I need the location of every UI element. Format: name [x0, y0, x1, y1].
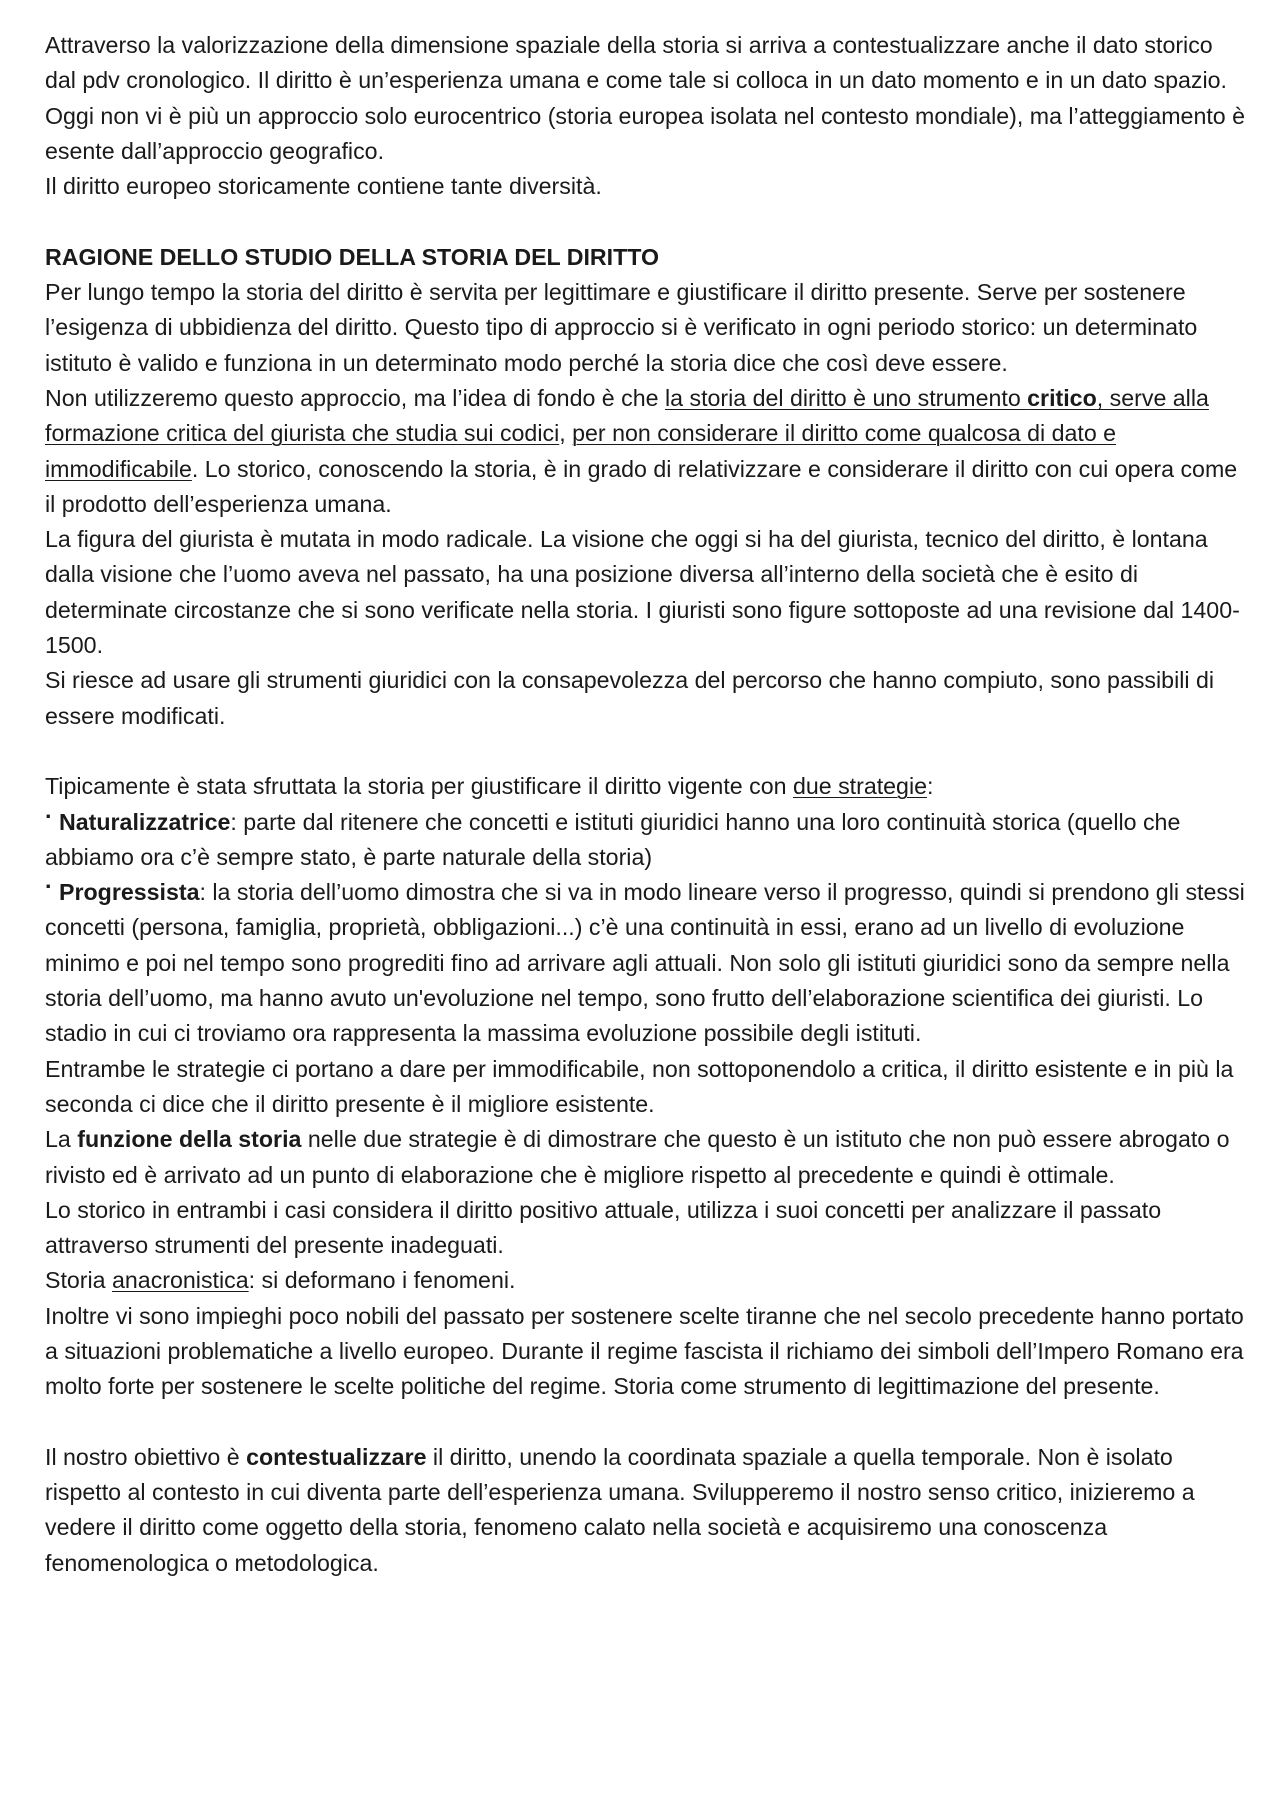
text-span: nelle due strategie è di dimostrare che questo è un istituto che non può essere abrogato o rivisto ed è arrivato ad un punto di elaborazione che è migliore rispetto al precedente e quindi è ottimale.: [45, 1126, 1230, 1188]
text-span: . Lo storico, conoscendo la storia, è in grado di relativizzare e considerare il diritto con cui opera come il prodotto dell’esperienza umana.: [45, 455, 1238, 517]
underlined-text: anacronistica: [112, 1267, 249, 1294]
underlined-text: per non considerare il diritto come qualcosa di dato e immodificabile: [45, 420, 1117, 482]
paragraph-ignoble-uses: Inoltre vi sono impieghi poco nobili del passato per sostenere scelte tiranne che nel secolo precedente hanno portato a situazioni problematiche a livello europeo. Durante il regime fascista il richiamo dei simboli dell’Impero Romano era molto forte per sostenere le scelte politiche del regime. Storia come strumento di legittimazione del presente.: [45, 1302, 1244, 1400]
underlined-text: due strategie: [792, 773, 928, 800]
list-item-progressista: [45, 875, 1245, 1051]
text-span: Il nostro obiettivo è: [45, 1443, 247, 1470]
bold-text: funzione della storia: [77, 1126, 302, 1153]
text-span: La: [45, 1126, 78, 1153]
underlined-text-part: la storia del diritto è uno strumento: [664, 384, 1028, 411]
paragraph-both-strategies: Entrambe le strategie ci portano a dare per immodificabile, non sottoponendolo a critica, il diritto esistente e in più la seconda ci dice che il diritto presente è il migliore esistente.: [45, 1055, 1234, 1117]
bold-term: Progressista: [59, 879, 200, 906]
paragraph-gap: [45, 1405, 1245, 1440]
text-span: :: [927, 773, 934, 800]
paragraph-anachronistic: [45, 1263, 1245, 1298]
paragraph-critical-tool: [45, 381, 1245, 522]
bold-text: contestualizzare: [246, 1443, 427, 1470]
paragraph-legal-tools: Si riesce ad usare gli strumenti giuridici con la consapevolezza del percorso che hanno compiuto, sono passibili di essere modificati.: [45, 667, 1215, 729]
paragraph-intro-2: Oggi non vi è più un approccio solo eurocentrico (storia europea isolata nel contesto mondiale), ma l’atteggiamento è esente dall’approccio geografico.: [45, 102, 1246, 164]
paragraph-jurist-figure: La figura del giurista è mutata in modo radicale. La visione che oggi si ha del giurista, tecnico del diritto, è lontana dalla visione che l’uomo aveva nel passato, ha una posizione diversa all’interno della società che è esito di determinate circostanze che si sono verificate nella storia. I giuristi sono figure sottoposte ad una revisione dal 1400-1500.: [45, 526, 1240, 659]
text-span: Storia: [45, 1267, 113, 1294]
section-heading: RAGIONE DELLO STUDIO DELLA STORIA DEL DIRITTO: [45, 243, 660, 270]
text-span: il diritto, unendo la coordinata spaziale a quella temporale. Non è isolato rispetto al contesto in cui diventa parte dell’esperienza umana. Svilupperemo il nostro senso critico, inizieremo a vedere il diritto come oggetto della storia, fenomeno calato nella società e acquisiremo una conoscenza fenomenologica o metodologica.: [45, 1443, 1195, 1576]
list-item-naturalizzatrice: [45, 802, 1245, 876]
bold-term: Naturalizzatrice: [59, 808, 231, 835]
paragraph-intro-1: Attraverso la valorizzazione della dimensione spaziale della storia si arriva a contestualizzare anche il dato storico dal pdv cronologico. Il diritto è un’esperienza umana e come tale si colloca in un dato momento e in un dato spazio.: [45, 32, 1227, 94]
underlined-text-part: , serve alla formazione critica del giurista che studia sui codici: [45, 384, 1209, 447]
paragraph-historian: Lo storico in entrambi i casi considera il diritto positivo attuale, utilizza i suoi concetti per analizzare il passato attraverso strumenti del presente inadeguati.: [45, 1196, 1162, 1259]
paragraph-legitimation: Per lungo tempo la storia del diritto è servita per legittimare e giustificare il diritto presente. Serve per sostenere l’esigenza di ubbidienza del diritto. Questo tipo di approccio si è verificato in ogni periodo storico: un determinato istituto è valido e funziona in un determinato modo perché la storia dice che così deve essere.: [45, 279, 1198, 376]
bullet-icon: ·: [45, 802, 53, 829]
document-page: [45, 28, 1245, 1581]
text-span: ,: [559, 420, 573, 447]
text-span: : si deformano i fenomeni.: [248, 1267, 516, 1294]
text-span: Non utilizzeremo questo approccio, ma l’idea di fondo è che: [45, 384, 665, 411]
paragraph-gap: [45, 204, 1245, 239]
text-span: Tipicamente è stata sfruttata la storia per giustificare il diritto vigente con: [45, 773, 793, 800]
bold-text: critico: [1027, 384, 1097, 411]
bullet-icon: ·: [45, 873, 53, 900]
paragraph-objective: [45, 1440, 1245, 1581]
paragraph-strategies-intro: [45, 769, 1245, 804]
paragraph-function-of-history: [45, 1122, 1245, 1193]
paragraph-intro-3: Il diritto europeo storicamente contiene tante diversità.: [45, 173, 602, 200]
paragraph-gap: [45, 734, 1245, 769]
text-span: : parte dal ritenere che concetti e istituti giuridici hanno una loro continuità storica (quello che abbiamo ora c’è sempre stato, è parte naturale della storia): [45, 808, 1181, 870]
text-span: : la storia dell’uomo dimostra che si va in modo lineare verso il progresso, quindi si prendono gli stessi concetti (persona, famiglia, proprietà, obbligazioni...) c’è una continuità in essi, erano ad un livello di evoluzione minimo e poi nel tempo sono progrediti fino ad arrivare agli attuali. Non solo gli istituti giuridici sono da sempre nella storia dell’uomo, ma hanno avuto un'evoluzione nel tempo, sono frutto dell’elaborazione scientifica dei giuristi. Lo stadio in cui ci troviamo ora rappresenta la massima evoluzione possibile degli istituti.: [45, 879, 1245, 1047]
